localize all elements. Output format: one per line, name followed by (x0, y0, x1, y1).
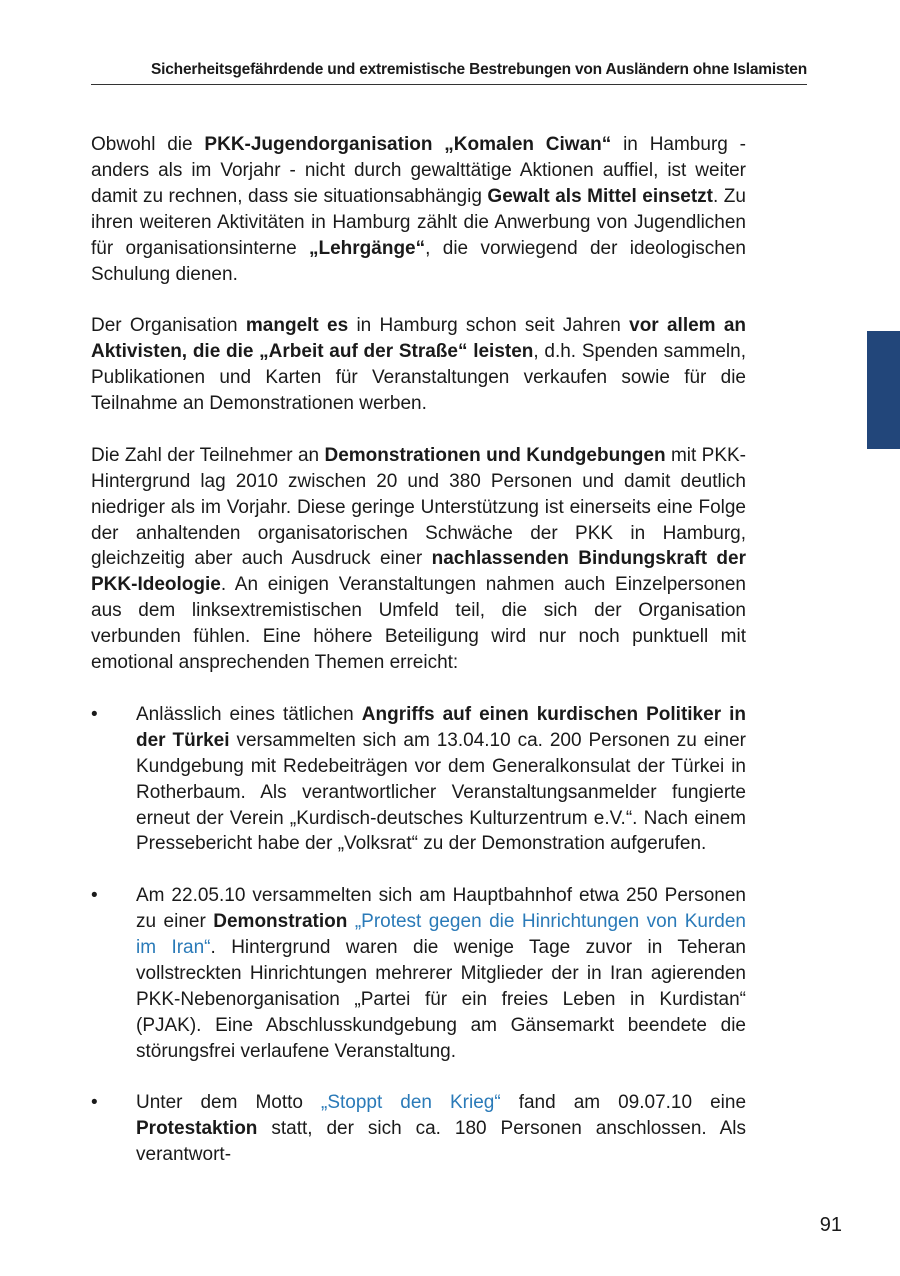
emphasis: Angriffs auf einen kurdischen Politiker in der Türkei (136, 703, 746, 751)
paragraph-3 (91, 443, 746, 676)
bullet-marker: • (91, 885, 98, 907)
text: fand am 09.07.10 eine (500, 1092, 747, 1114)
emphasis: PKK-Jugendorganisation „Komalen Ciwan“ (204, 134, 612, 155)
emphasis: „Lehrgänge“ (309, 237, 426, 259)
page-number: 91 (819, 1214, 842, 1236)
text: . Hintergrund waren die wenige Tage zuvor in Teheran vollstreckten Hinrichtungen mehrerer Mitglieder der in Iran agierenden PKK-Nebenorganisation „Partei für ein freies Leben in Kurdistan“ (PJAK). Eine Abschlusskundgebung am Gänsemarkt beendete die störungsfrei verlaufene Veranstaltung. (136, 937, 746, 1062)
text: , die vorwiegend der ideologischen Schulung dienen. (91, 237, 746, 285)
bullet-marker: • (91, 703, 98, 725)
text: mit PKK-Hintergrund lag 2010 zwischen 20 und 380 Personen und damit deutlich niedriger als im Vorjahr. Diese geringe Unterstützung ist einerseits eine Folge der anhaltenden organisatorischen Schwäche der PKK in Hamburg, gleichzeitig aber auch Ausdruck einer (91, 444, 746, 570)
text: , d.h. Spenden sammeln, Publikationen und Karten für Veranstaltungen verkaufen sowie für die Teilnahme an Demonstrationen werben. (91, 341, 746, 415)
emphasis: vor allem an Aktivisten, die die „Arbeit auf der Straße“ leisten (91, 315, 747, 363)
running-header: Sicherheitsgefährdende und extremistische Bestrebungen von Ausländern ohne Islamisten (151, 61, 807, 78)
text: Anlässlich eines tätlichen (136, 703, 362, 725)
emphasis: Demonstration (213, 911, 348, 933)
text: Die Zahl der Teilnehmer an (91, 444, 325, 466)
text: versammelten sich am 13.04.10 ca. 200 Personen zu einer Kundgebung mit Redebeiträgen vor dem Generalkonsulat der Türkei in Rotherbaum. Als verantwortlicher Veranstaltungsanmelder fungierte erneut der Verein „Kurdisch-deutsches Kulturzentrum e.V.“. Nach einem Pressebericht habe der „Volksrat“ zu der Demonstration aufgerufen. (136, 729, 746, 855)
highlighted-motto: „Protest gegen die Hinrichtungen von Kurden im Iran“ (136, 911, 747, 959)
list-item (91, 1090, 746, 1168)
text: . An einigen Veranstaltungen nahmen auch Einzelpersonen aus dem linksextremistischen Umfeld teil, die sich der Organisation verbunden fühlen. Eine höhere Beteiligung wird nur noch punktuell mit emotional ansprechenden Themen erreicht: (91, 574, 746, 674)
main-content (91, 132, 746, 1194)
list-item (91, 702, 746, 857)
list-item (91, 883, 746, 1064)
emphasis: Protestaktion (136, 1118, 258, 1140)
text: . Zu ihren weiteren Aktivitäten in Hamburg zählt die Anwerbung von Jugendlichen für organisationsinterne (91, 185, 746, 259)
text: Der Organisation (91, 315, 246, 337)
text: statt, der sich ca. 180 Personen anschlossen. Als verantwort- (136, 1118, 746, 1166)
highlighted-motto: „Stoppt den Krieg“ (321, 1092, 501, 1114)
emphasis: nachlassenden Bindungskraft der PKK-Ideologie (91, 548, 746, 596)
text: in Hamburg schon seit Jahren (348, 315, 630, 337)
text: Obwohl die (91, 134, 205, 155)
text: in Hamburg - anders als im Vorjahr - nicht durch gewalttätige Aktionen auffiel, ist weiter damit zu rechnen, dass sie situationsabhängig (91, 134, 746, 207)
emphasis: mangelt es (245, 315, 349, 337)
text (347, 911, 354, 932)
text: Am 22.05.10 versammelten sich am Hauptbahnhof etwa 250 Personen zu einer (136, 885, 746, 933)
section-tab-marker (867, 331, 900, 449)
emphasis: Demonstrationen und Kundgebungen (324, 444, 666, 466)
text: Unter dem Motto (136, 1092, 321, 1114)
paragraph-1 (91, 132, 746, 287)
header-rule (91, 84, 807, 85)
paragraph-2 (91, 313, 746, 417)
bullet-marker: • (91, 1092, 98, 1114)
emphasis: Gewalt als Mittel einsetzt (487, 185, 714, 207)
